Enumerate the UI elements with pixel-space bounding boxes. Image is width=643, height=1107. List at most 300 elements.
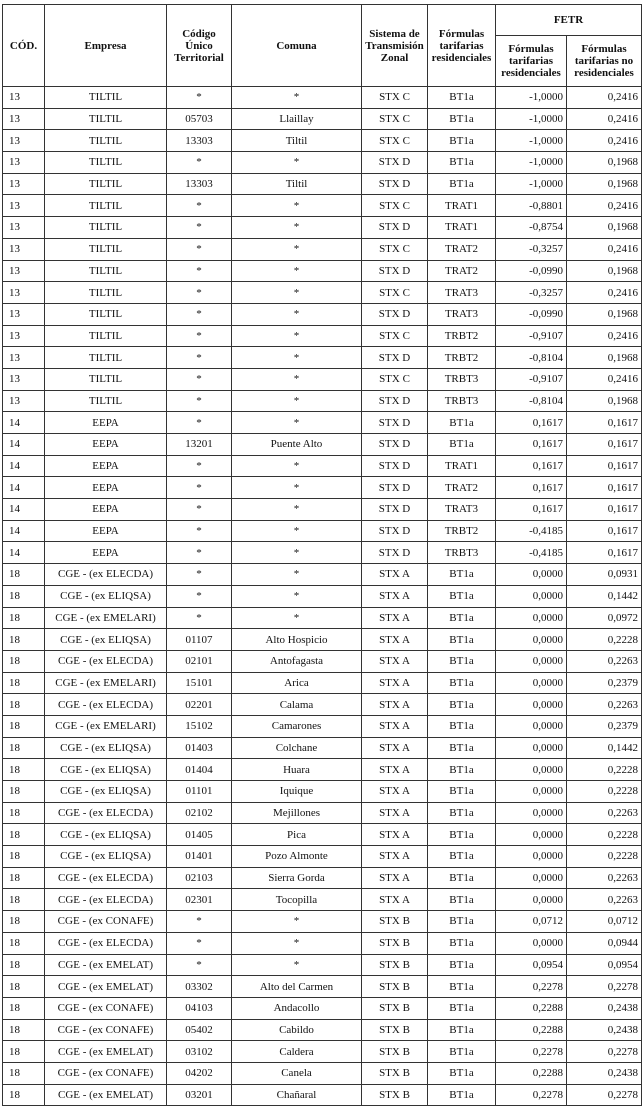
cell-formula: TRBT3 [428, 368, 496, 390]
cell-formula: TRBT3 [428, 390, 496, 412]
cell-codigo: * [167, 585, 232, 607]
cell-fetr-nores: 0,1617 [567, 477, 642, 499]
cell-fetr-res: -1,0000 [496, 108, 567, 130]
cell-cod: 13 [3, 87, 45, 109]
cell-sistema: STX A [362, 737, 428, 759]
cell-formula: TRAT1 [428, 195, 496, 217]
table-row [3, 846, 642, 868]
cell-fetr-res: 0,0000 [496, 607, 567, 629]
cell-sistema: STX A [362, 715, 428, 737]
table-row [3, 347, 642, 369]
cell-cod: 18 [3, 976, 45, 998]
cell-sistema: STX D [362, 542, 428, 564]
table-row [3, 1019, 642, 1041]
cell-empresa: TILTIL [45, 238, 167, 260]
table-row [3, 499, 642, 521]
cell-fetr-res: -0,0990 [496, 260, 567, 282]
cell-cod: 18 [3, 759, 45, 781]
cell-codigo: 13303 [167, 173, 232, 195]
cell-comuna: Tocopilla [232, 889, 362, 911]
table-row [3, 672, 642, 694]
cell-fetr-nores: 0,1968 [567, 347, 642, 369]
cell-formula: BT1a [428, 954, 496, 976]
table-row [3, 650, 642, 672]
cell-empresa: CGE - (ex ELIQSA) [45, 759, 167, 781]
header-fetr-no-residenciales: Fórmulas tarifarias no residenciales [567, 36, 642, 87]
cell-fetr-nores: 0,0954 [567, 954, 642, 976]
cell-sistema: STX A [362, 694, 428, 716]
cell-cod: 14 [3, 412, 45, 434]
table-row [3, 802, 642, 824]
cell-fetr-nores: 0,2278 [567, 976, 642, 998]
table-row [3, 303, 642, 325]
cell-fetr-res: -0,0990 [496, 303, 567, 325]
cell-sistema: STX D [362, 520, 428, 542]
table-row [3, 607, 642, 629]
cell-formula: BT1a [428, 434, 496, 456]
cell-fetr-nores: 0,1617 [567, 455, 642, 477]
cell-empresa: CGE - (ex EMELARI) [45, 715, 167, 737]
cell-codigo: * [167, 238, 232, 260]
fetr-table [2, 4, 642, 1106]
cell-fetr-res: 0,2288 [496, 1062, 567, 1084]
cell-fetr-nores: 0,1968 [567, 260, 642, 282]
cell-cod: 13 [3, 173, 45, 195]
cell-empresa: CGE - (ex ELECDA) [45, 650, 167, 672]
cell-formula: BT1a [428, 585, 496, 607]
cell-cod: 18 [3, 846, 45, 868]
cell-sistema: STX A [362, 759, 428, 781]
cell-codigo: * [167, 564, 232, 586]
cell-sistema: STX B [362, 954, 428, 976]
cell-cod: 18 [3, 932, 45, 954]
table-row [3, 781, 642, 803]
header-comuna: Comuna [232, 5, 362, 87]
cell-fetr-nores: 0,1617 [567, 434, 642, 456]
cell-fetr-nores: 0,2263 [567, 650, 642, 672]
cell-fetr-nores: 0,1968 [567, 303, 642, 325]
table-row [3, 889, 642, 911]
cell-fetr-res: 0,1617 [496, 477, 567, 499]
table-row [3, 1062, 642, 1084]
table-row [3, 1041, 642, 1063]
cell-cod: 13 [3, 152, 45, 174]
cell-fetr-nores: 0,1442 [567, 737, 642, 759]
cell-empresa: TILTIL [45, 87, 167, 109]
cell-comuna: Colchane [232, 737, 362, 759]
table-row [3, 325, 642, 347]
cell-cod: 13 [3, 282, 45, 304]
cell-fetr-nores: 0,1442 [567, 585, 642, 607]
cell-formula: BT1a [428, 1041, 496, 1063]
cell-fetr-res: -0,9107 [496, 368, 567, 390]
cell-fetr-nores: 0,2278 [567, 1041, 642, 1063]
cell-codigo: * [167, 542, 232, 564]
cell-fetr-nores: 0,2416 [567, 87, 642, 109]
cell-codigo: 02102 [167, 802, 232, 824]
cell-empresa: CGE - (ex ELECDA) [45, 564, 167, 586]
header-fetr: FETR [496, 5, 642, 36]
cell-fetr-nores: 0,2416 [567, 195, 642, 217]
cell-cod: 13 [3, 390, 45, 412]
table-row [3, 715, 642, 737]
cell-formula: TRAT1 [428, 217, 496, 239]
cell-cod: 18 [3, 564, 45, 586]
cell-empresa: CGE - (ex EMELAT) [45, 954, 167, 976]
cell-sistema: STX D [362, 347, 428, 369]
header-empresa: Empresa [45, 5, 167, 87]
cell-empresa: CGE - (ex ELIQSA) [45, 781, 167, 803]
table-row [3, 238, 642, 260]
cell-cod: 14 [3, 477, 45, 499]
table-row [3, 629, 642, 651]
cell-cod: 18 [3, 824, 45, 846]
header-fetr-residenciales: Fórmulas tarifarias residenciales [496, 36, 567, 87]
cell-empresa: EEPA [45, 434, 167, 456]
cell-formula: BT1a [428, 715, 496, 737]
table-row [3, 368, 642, 390]
cell-formula: BT1a [428, 802, 496, 824]
cell-codigo: * [167, 195, 232, 217]
cell-cod: 18 [3, 1084, 45, 1106]
cell-empresa: EEPA [45, 542, 167, 564]
cell-fetr-nores: 0,1617 [567, 499, 642, 521]
table-row [3, 130, 642, 152]
table-row [3, 108, 642, 130]
header-codigo: Código Único Territorial [167, 5, 232, 87]
cell-sistema: STX C [362, 238, 428, 260]
cell-sistema: STX A [362, 672, 428, 694]
cell-fetr-nores: 0,2228 [567, 759, 642, 781]
cell-comuna: * [232, 347, 362, 369]
cell-comuna: * [232, 195, 362, 217]
table-body [3, 87, 642, 1106]
cell-comuna: * [232, 585, 362, 607]
cell-codigo: 05402 [167, 1019, 232, 1041]
cell-formula: BT1a [428, 672, 496, 694]
cell-fetr-nores: 0,2263 [567, 802, 642, 824]
cell-codigo: 01405 [167, 824, 232, 846]
cell-formula: BT1a [428, 867, 496, 889]
cell-cod: 14 [3, 542, 45, 564]
cell-fetr-nores: 0,2228 [567, 629, 642, 651]
cell-codigo: * [167, 932, 232, 954]
cell-comuna: * [232, 238, 362, 260]
cell-codigo: * [167, 477, 232, 499]
cell-sistema: STX D [362, 434, 428, 456]
cell-cod: 13 [3, 368, 45, 390]
cell-sistema: STX A [362, 846, 428, 868]
cell-formula: TRAT1 [428, 455, 496, 477]
cell-cod: 18 [3, 781, 45, 803]
cell-fetr-nores: 0,1617 [567, 542, 642, 564]
cell-fetr-nores: 0,2228 [567, 824, 642, 846]
cell-sistema: STX A [362, 585, 428, 607]
cell-fetr-nores: 0,1968 [567, 390, 642, 412]
cell-empresa: TILTIL [45, 303, 167, 325]
cell-comuna: Arica [232, 672, 362, 694]
cell-formula: BT1a [428, 108, 496, 130]
cell-cod: 18 [3, 1041, 45, 1063]
cell-fetr-nores: 0,1968 [567, 173, 642, 195]
cell-empresa: CGE - (ex EMELARI) [45, 672, 167, 694]
cell-empresa: CGE - (ex EMELARI) [45, 607, 167, 629]
cell-fetr-res: 0,0712 [496, 911, 567, 933]
cell-sistema: STX C [362, 195, 428, 217]
cell-fetr-res: -0,8104 [496, 390, 567, 412]
cell-formula: TRAT2 [428, 238, 496, 260]
cell-sistema: STX D [362, 303, 428, 325]
cell-comuna: Camarones [232, 715, 362, 737]
cell-cod: 13 [3, 303, 45, 325]
cell-sistema: STX C [362, 87, 428, 109]
cell-fetr-nores: 0,2278 [567, 1084, 642, 1106]
cell-empresa: TILTIL [45, 173, 167, 195]
cell-codigo: 15102 [167, 715, 232, 737]
cell-cod: 18 [3, 672, 45, 694]
cell-fetr-nores: 0,2438 [567, 997, 642, 1019]
cell-codigo: 13201 [167, 434, 232, 456]
cell-formula: BT1a [428, 889, 496, 911]
cell-cod: 13 [3, 217, 45, 239]
cell-fetr-nores: 0,0972 [567, 607, 642, 629]
cell-formula: BT1a [428, 781, 496, 803]
cell-fetr-res: -0,8801 [496, 195, 567, 217]
cell-fetr-res: 0,0000 [496, 759, 567, 781]
table-row [3, 455, 642, 477]
cell-comuna: * [232, 368, 362, 390]
table-row [3, 412, 642, 434]
cell-formula: TRBT2 [428, 520, 496, 542]
cell-codigo: 01403 [167, 737, 232, 759]
cell-fetr-res: 0,0000 [496, 585, 567, 607]
cell-empresa: CGE - (ex ELIQSA) [45, 629, 167, 651]
cell-fetr-res: -0,3257 [496, 238, 567, 260]
cell-comuna: Sierra Gorda [232, 867, 362, 889]
cell-fetr-res: 0,0000 [496, 889, 567, 911]
cell-fetr-nores: 0,2416 [567, 325, 642, 347]
cell-cod: 14 [3, 455, 45, 477]
cell-empresa: EEPA [45, 520, 167, 542]
cell-cod: 13 [3, 325, 45, 347]
cell-comuna: Andacollo [232, 997, 362, 1019]
cell-fetr-res: -0,9107 [496, 325, 567, 347]
cell-comuna: Huara [232, 759, 362, 781]
cell-fetr-nores: 0,1968 [567, 152, 642, 174]
cell-comuna: * [232, 564, 362, 586]
cell-cod: 18 [3, 911, 45, 933]
cell-cod: 13 [3, 195, 45, 217]
cell-sistema: STX A [362, 650, 428, 672]
cell-codigo: 02301 [167, 889, 232, 911]
cell-formula: BT1a [428, 932, 496, 954]
table-row [3, 564, 642, 586]
cell-comuna: * [232, 260, 362, 282]
cell-fetr-res: 0,0954 [496, 954, 567, 976]
cell-formula: BT1a [428, 1019, 496, 1041]
cell-cod: 13 [3, 108, 45, 130]
cell-codigo: 04202 [167, 1062, 232, 1084]
cell-formula: BT1a [428, 759, 496, 781]
cell-fetr-res: 0,2288 [496, 1019, 567, 1041]
cell-comuna: * [232, 542, 362, 564]
cell-formula: BT1a [428, 130, 496, 152]
cell-codigo: * [167, 455, 232, 477]
cell-formula: BT1a [428, 694, 496, 716]
cell-formula: BT1a [428, 173, 496, 195]
cell-fetr-res: 0,1617 [496, 499, 567, 521]
cell-fetr-nores: 0,0931 [567, 564, 642, 586]
cell-comuna: * [232, 607, 362, 629]
table-row [3, 954, 642, 976]
cell-codigo: 13303 [167, 130, 232, 152]
cell-fetr-nores: 0,2379 [567, 715, 642, 737]
table-row [3, 932, 642, 954]
cell-sistema: STX B [362, 1019, 428, 1041]
cell-comuna: * [232, 412, 362, 434]
cell-fetr-res: 0,0000 [496, 781, 567, 803]
cell-codigo: * [167, 260, 232, 282]
table-header [3, 5, 642, 87]
cell-comuna: Mejillones [232, 802, 362, 824]
cell-comuna: * [232, 477, 362, 499]
cell-fetr-res: 0,1617 [496, 434, 567, 456]
cell-fetr-res: -1,0000 [496, 173, 567, 195]
cell-comuna: * [232, 520, 362, 542]
cell-codigo: * [167, 520, 232, 542]
cell-codigo: 02103 [167, 867, 232, 889]
cell-sistema: STX A [362, 607, 428, 629]
cell-comuna: Canela [232, 1062, 362, 1084]
cell-comuna: Cabildo [232, 1019, 362, 1041]
cell-codigo: * [167, 954, 232, 976]
cell-codigo: 04103 [167, 997, 232, 1019]
table-row [3, 911, 642, 933]
cell-comuna: * [232, 325, 362, 347]
cell-comuna: * [232, 217, 362, 239]
cell-fetr-res: 0,0000 [496, 867, 567, 889]
cell-empresa: EEPA [45, 499, 167, 521]
cell-sistema: STX D [362, 173, 428, 195]
cell-codigo: * [167, 368, 232, 390]
cell-fetr-res: 0,0000 [496, 802, 567, 824]
cell-formula: BT1a [428, 737, 496, 759]
cell-cod: 18 [3, 867, 45, 889]
cell-formula: TRAT2 [428, 477, 496, 499]
cell-empresa: TILTIL [45, 347, 167, 369]
cell-cod: 18 [3, 954, 45, 976]
cell-formula: BT1a [428, 607, 496, 629]
cell-cod: 14 [3, 520, 45, 542]
cell-sistema: STX C [362, 325, 428, 347]
cell-empresa: CGE - (ex ELECDA) [45, 867, 167, 889]
cell-fetr-nores: 0,0944 [567, 932, 642, 954]
cell-comuna: Llaillay [232, 108, 362, 130]
cell-formula: TRAT3 [428, 499, 496, 521]
cell-fetr-nores: 0,2438 [567, 1062, 642, 1084]
cell-cod: 13 [3, 130, 45, 152]
cell-fetr-nores: 0,2228 [567, 781, 642, 803]
cell-codigo: 03302 [167, 976, 232, 998]
cell-formula: BT1a [428, 911, 496, 933]
table-row [3, 759, 642, 781]
header-sistema: Sistema de Transmisión Zonal [362, 5, 428, 87]
cell-fetr-res: -0,4185 [496, 520, 567, 542]
cell-fetr-res: 0,0000 [496, 846, 567, 868]
cell-codigo: * [167, 282, 232, 304]
cell-codigo: 01107 [167, 629, 232, 651]
cell-fetr-res: 0,2278 [496, 976, 567, 998]
cell-sistema: STX B [362, 997, 428, 1019]
cell-comuna: * [232, 390, 362, 412]
cell-sistema: STX B [362, 1084, 428, 1106]
cell-empresa: TILTIL [45, 325, 167, 347]
cell-fetr-res: 0,2288 [496, 997, 567, 1019]
cell-sistema: STX A [362, 564, 428, 586]
table-row [3, 520, 642, 542]
cell-codigo: * [167, 390, 232, 412]
table-row [3, 737, 642, 759]
cell-fetr-res: 0,0000 [496, 737, 567, 759]
cell-sistema: STX A [362, 824, 428, 846]
cell-empresa: CGE - (ex CONAFE) [45, 997, 167, 1019]
cell-fetr-res: 0,1617 [496, 412, 567, 434]
header-cod: CÓD. [3, 5, 45, 87]
cell-fetr-nores: 0,1617 [567, 412, 642, 434]
cell-comuna: Tiltil [232, 173, 362, 195]
cell-empresa: CGE - (ex ELECDA) [45, 802, 167, 824]
cell-empresa: TILTIL [45, 282, 167, 304]
cell-empresa: TILTIL [45, 390, 167, 412]
cell-formula: TRBT2 [428, 325, 496, 347]
cell-formula: BT1a [428, 564, 496, 586]
cell-empresa: EEPA [45, 455, 167, 477]
table-row [3, 976, 642, 998]
cell-sistema: STX D [362, 499, 428, 521]
cell-comuna: Iquique [232, 781, 362, 803]
cell-comuna: Puente Alto [232, 434, 362, 456]
cell-empresa: TILTIL [45, 108, 167, 130]
cell-empresa: CGE - (ex ELIQSA) [45, 824, 167, 846]
cell-codigo: * [167, 412, 232, 434]
cell-sistema: STX D [362, 412, 428, 434]
cell-codigo: 01404 [167, 759, 232, 781]
table-row [3, 217, 642, 239]
cell-comuna: * [232, 282, 362, 304]
cell-fetr-nores: 0,2416 [567, 108, 642, 130]
cell-cod: 18 [3, 629, 45, 651]
cell-cod: 13 [3, 347, 45, 369]
cell-cod: 18 [3, 715, 45, 737]
cell-codigo: 05703 [167, 108, 232, 130]
cell-sistema: STX B [362, 911, 428, 933]
cell-fetr-res: -0,3257 [496, 282, 567, 304]
table-row [3, 152, 642, 174]
cell-cod: 18 [3, 585, 45, 607]
cell-empresa: CGE - (ex EMELAT) [45, 976, 167, 998]
cell-sistema: STX C [362, 368, 428, 390]
cell-fetr-res: -1,0000 [496, 152, 567, 174]
cell-fetr-res: 0,0000 [496, 672, 567, 694]
cell-sistema: STX D [362, 477, 428, 499]
cell-empresa: EEPA [45, 412, 167, 434]
cell-sistema: STX D [362, 390, 428, 412]
cell-sistema: STX A [362, 781, 428, 803]
cell-cod: 14 [3, 434, 45, 456]
cell-formula: TRBT3 [428, 542, 496, 564]
cell-fetr-res: 0,1617 [496, 455, 567, 477]
cell-fetr-nores: 0,2263 [567, 867, 642, 889]
